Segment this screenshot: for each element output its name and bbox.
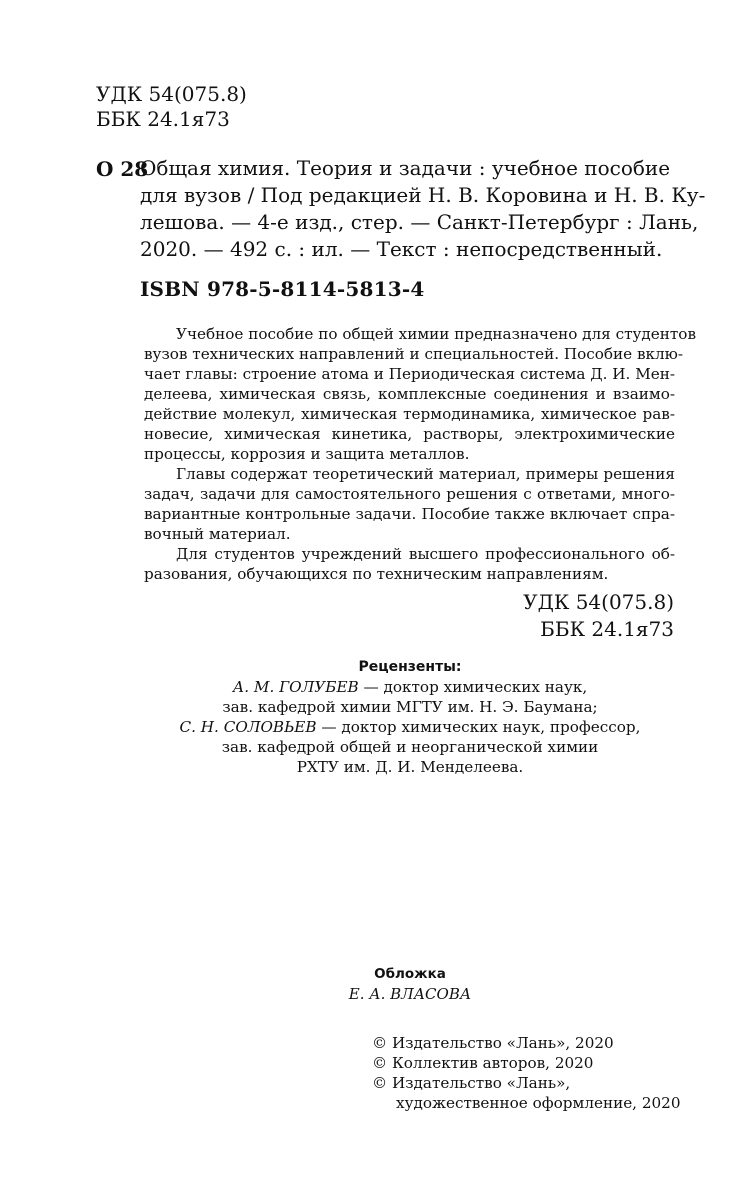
- abstract-line: Главы содержат теоретический материал, примеры решения: [176, 465, 675, 483]
- bibliographic-line: 2020. — 492 с. : ил. — Текст : непосредственный.: [140, 237, 663, 261]
- abstract-line: вариантные контрольные задачи. Пособие также включает спра-: [144, 505, 675, 523]
- reviewer-affiliation: РХТУ им. Д. И. Менделеева.: [296, 758, 524, 776]
- abstract-line: действие молекул, химическая термодинамика, химическое рав-: [144, 405, 675, 423]
- reviewer-line: [140, 677, 680, 697]
- reviewer-affiliation: зав. кафедрой общей и неорганической химии: [221, 738, 599, 756]
- reviewers-heading: Рецензенты:: [358, 659, 462, 675]
- copyright-line: © Издательство «Лань», 2020: [372, 1034, 614, 1052]
- copyright-line: © Издательство «Лань»,: [372, 1074, 571, 1092]
- abstract-line: процессы, коррозия и защита металлов.: [144, 445, 470, 463]
- udk-code: УДК 54(075.8): [96, 82, 247, 106]
- bbk-code: ББК 24.1я73: [540, 617, 674, 641]
- abstract: [144, 324, 696, 584]
- reviewers: [140, 657, 680, 777]
- cover-heading: Обложка: [374, 966, 446, 982]
- abstract-line: вузов технических направлений и специальностей. Пособие вклю-: [144, 345, 684, 363]
- reviewer-title: — доктор химических наук,: [358, 678, 588, 696]
- abstract-line: новесие, химическая кинетика, растворы, электрохимические: [144, 425, 675, 443]
- abstract-line: Учебное пособие по общей химии предназначено для студентов: [176, 325, 696, 343]
- udk-block-right: [523, 589, 674, 643]
- copyright-line: © Коллектив авторов, 2020: [372, 1054, 594, 1072]
- cover-designer: Е. А. ВЛАСОВА: [348, 985, 472, 1003]
- abstract-line: Для студентов учреждений высшего профессионального об-: [176, 545, 675, 563]
- reviewer-name: А. М. ГОЛУБЕВ: [232, 678, 359, 696]
- abstract-line: разования, обучающихся по техническим направлениям.: [144, 565, 609, 583]
- bibliographic-line: лешова. — 4-е изд., стер. — Санкт-Петербург : Лань,: [140, 210, 699, 234]
- bibliographic-line: Общая химия. Теория и задачи : учебное пособие: [140, 156, 671, 180]
- abstract-line: задач, задачи для самостоятельного решения с ответами, много-: [144, 485, 675, 503]
- author-mark: О 28: [96, 157, 149, 181]
- abstract-line: вочный материал.: [144, 525, 291, 543]
- reviewer-affiliation: зав. кафедрой химии МГТУ им. Н. Э. Баумана;: [222, 698, 598, 716]
- bibliographic-line: для вузов / Под редакцией Н. В. Коровина и Н. В. Ку-: [140, 183, 706, 207]
- udk-block-top: [96, 82, 247, 132]
- abstract-line: делеева, химическая связь, комплексные соединения и взаимо-: [144, 385, 675, 403]
- bbk-code: ББК 24.1я73: [96, 107, 230, 131]
- copyright-line: художественное оформление, 2020: [396, 1094, 681, 1112]
- cover-credit: [140, 964, 680, 1004]
- abstract-line: чает главы: строение атома и Периодическая система Д. И. Мен-: [144, 365, 675, 383]
- isbn: ISBN 978-5-8114-5813-4: [140, 277, 425, 301]
- reviewer-line: [140, 717, 680, 737]
- reviewer-name: С. Н. СОЛОВЬЕВ: [179, 718, 317, 736]
- reviewer-title: — доктор химических наук, профессор,: [316, 718, 641, 736]
- bibliographic-record: [140, 155, 706, 263]
- udk-code: УДК 54(075.8): [523, 590, 674, 614]
- copyright-block: [372, 1033, 681, 1113]
